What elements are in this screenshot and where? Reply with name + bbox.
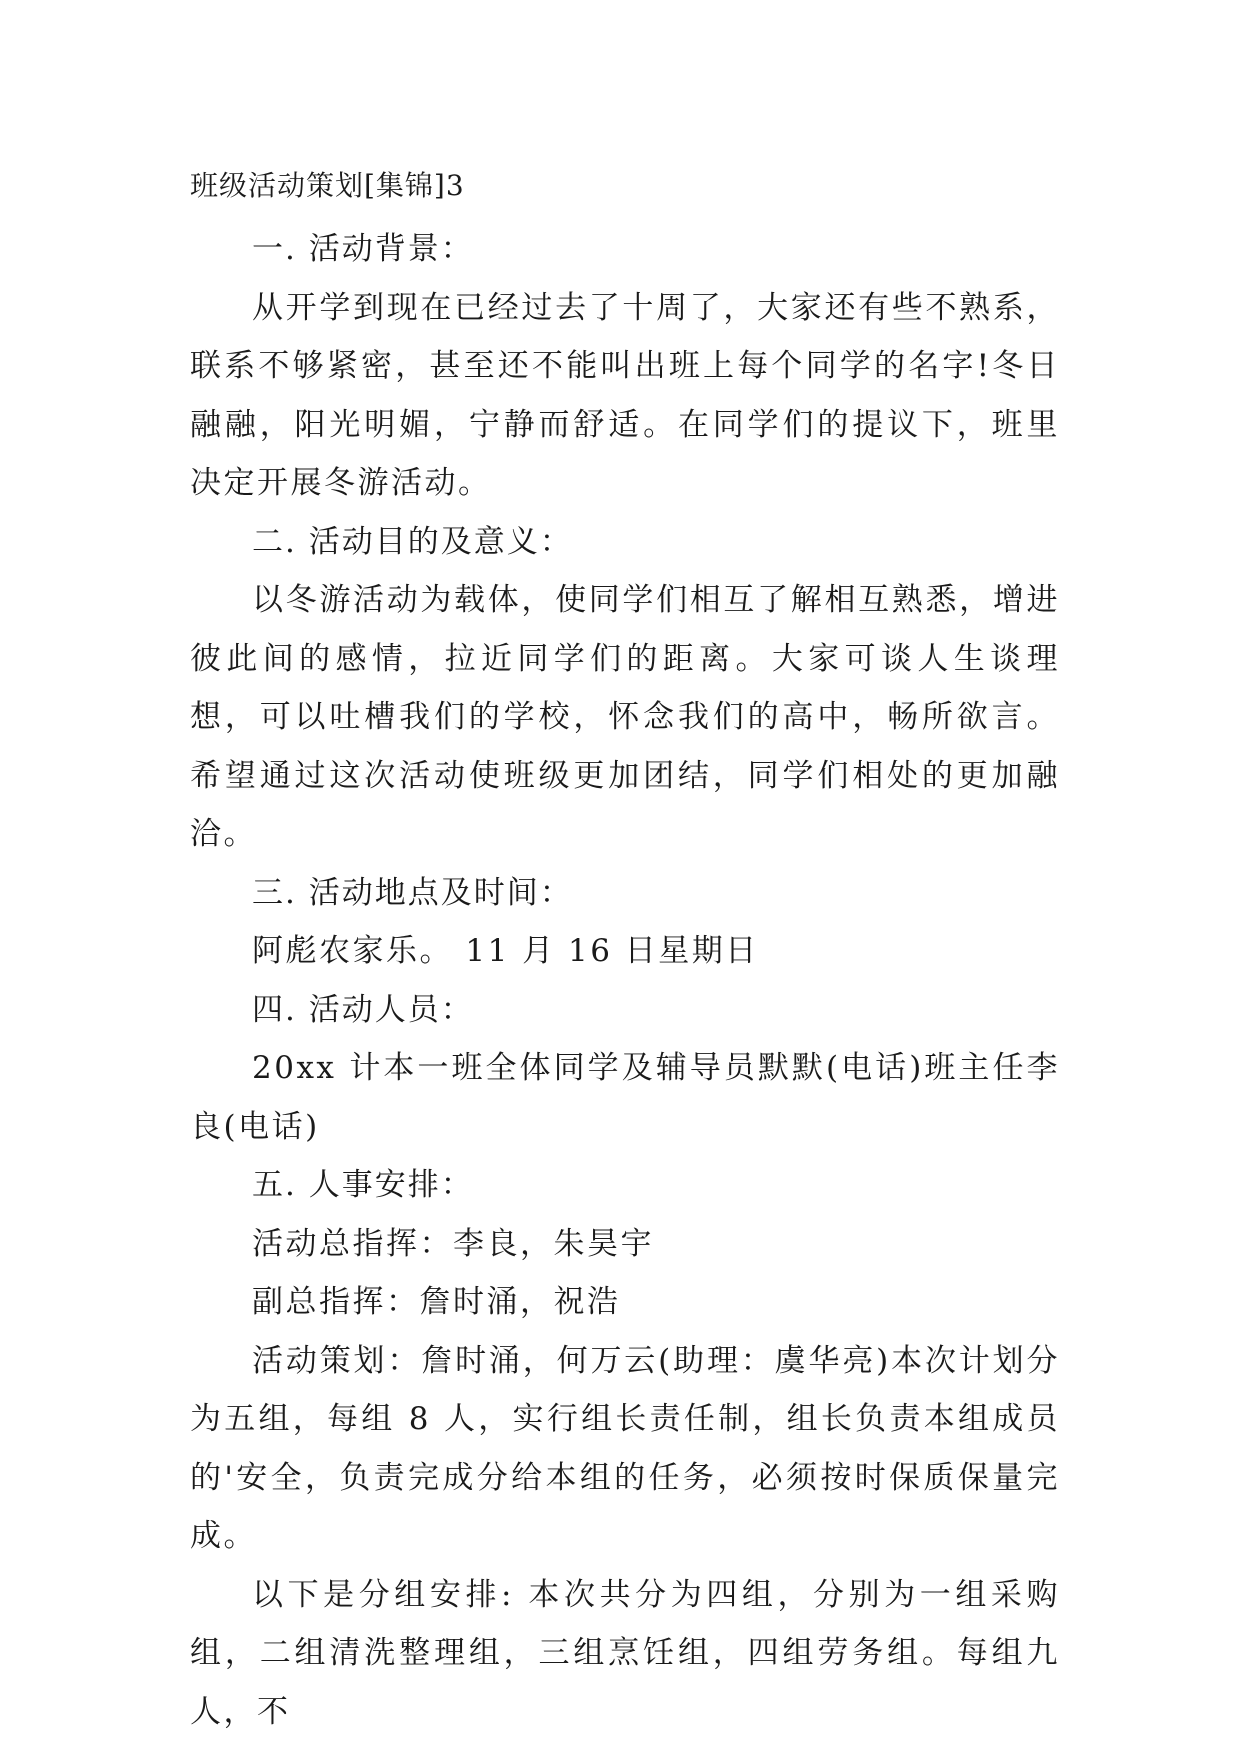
paragraph-chief-director: 活动总指挥：李良，朱昊宇 <box>252 1225 654 1262</box>
section-heading-participants: 四. 活动人员： <box>252 991 474 1028</box>
paragraph-participants: 20xx 计本一班全体同学及辅导员默默(电话)班主任李良(电话) <box>190 1050 1060 1145</box>
paragraph-purpose: 以冬游活动为载体，使同学们相互了解相互熟悉，增进彼此间的感情，拉近同学们的距离。大家可谈人生谈理想，可以吐槽我们的学校，怀念我们的高中，畅所欲言。希望通过这次活动使班级更加团结，同学们相处的更加融洽。 <box>190 582 1060 852</box>
paragraph-planning: 活动策划：詹时涌，何万云(助理：虞华亮)本次计划分为五组，每组 8 人，实行组长责任制，组长负责本组成员的'安全，负责完成分给本组的任务，必须按时保质保量完成。 <box>190 1342 1060 1554</box>
paragraph-deputy-director: 副总指挥：詹时涌，祝浩 <box>252 1284 621 1320</box>
document-title: 班级活动策划[集锦]3 <box>190 169 465 202</box>
paragraph-location-time: 阿彪农家乐。 11 月 16 日星期日 <box>252 933 759 969</box>
section-heading-background: 一. 活动背景： <box>252 231 474 267</box>
paragraph-background: 从开学到现在已经过去了十周了，大家还有些不熟系，联系不够紧密，甚至还不能叫出班上每个同学的名字!冬日融融，阳光明媚，宁静而舒适。在同学们的提议下，班里决定开展冬游活动。 <box>190 289 1060 501</box>
section-heading-staffing: 五. 人事安排： <box>252 1167 474 1203</box>
section-heading-purpose: 二. 活动目的及意义： <box>252 523 573 560</box>
section-heading-location-time: 三. 活动地点及时间： <box>252 874 573 911</box>
paragraph-grouping: 以下是分组安排: 本次共分为四组，分别为一组采购组，二组清洗整理组，三组烹饪组，四组劳务组。每组九人，不 <box>190 1576 1060 1730</box>
document-body <box>190 220 1060 1741</box>
